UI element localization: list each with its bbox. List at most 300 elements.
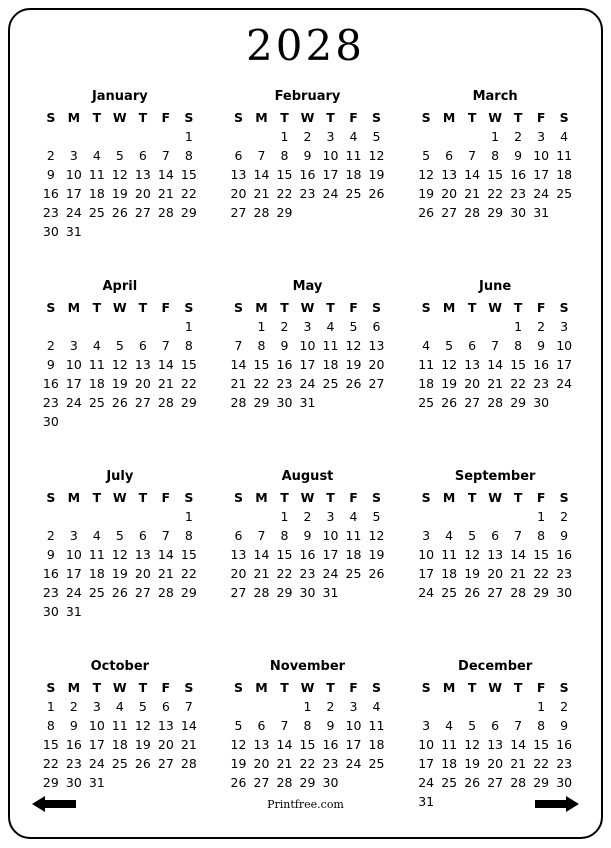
day-cell[interactable]: 9 (280, 338, 289, 353)
day-cell[interactable]: 15 (180, 167, 197, 182)
day-cell[interactable]: 3 (69, 528, 78, 543)
day-cell[interactable]: 17 (65, 566, 82, 581)
day-cell[interactable]: 1 (280, 129, 289, 144)
day-cell[interactable]: 3 (422, 718, 431, 733)
day-cell[interactable]: 28 (157, 395, 174, 410)
day-cell[interactable]: 9 (69, 718, 78, 733)
day-cell[interactable]: 10 (418, 547, 435, 562)
day-cell[interactable]: 3 (537, 129, 546, 144)
day-cell[interactable]: 14 (180, 718, 197, 733)
day-cell[interactable]: 18 (345, 547, 362, 562)
day-cell[interactable]: 20 (368, 357, 385, 372)
day-cell[interactable]: 1 (303, 699, 312, 714)
day-cell[interactable]: 26 (134, 756, 151, 771)
day-cell[interactable]: 7 (234, 338, 243, 353)
day-cell[interactable]: 22 (510, 376, 527, 391)
day-cell[interactable]: 19 (345, 357, 362, 372)
day-cell[interactable]: 22 (276, 186, 293, 201)
day-cell[interactable]: 18 (88, 566, 105, 581)
day-cell[interactable]: 7 (161, 148, 170, 163)
day-cell[interactable]: 3 (69, 338, 78, 353)
day-cell[interactable]: 13 (230, 547, 247, 562)
day-cell[interactable]: 22 (180, 186, 197, 201)
day-cell[interactable]: 18 (88, 186, 105, 201)
day-cell[interactable]: 30 (276, 395, 293, 410)
day-cell[interactable]: 23 (510, 186, 527, 201)
day-cell[interactable]: 23 (322, 756, 339, 771)
day-cell[interactable]: 23 (42, 585, 59, 600)
day-cell[interactable]: 23 (276, 376, 293, 391)
day-cell[interactable]: 17 (322, 167, 339, 182)
day-cell[interactable]: 10 (322, 148, 339, 163)
day-cell[interactable]: 8 (280, 148, 289, 163)
day-cell[interactable]: 5 (234, 718, 243, 733)
day-cell[interactable]: 14 (157, 547, 174, 562)
day-cell[interactable]: 10 (533, 148, 550, 163)
day-cell[interactable]: 13 (487, 737, 504, 752)
day-cell[interactable]: 19 (464, 756, 481, 771)
day-cell[interactable]: 3 (92, 699, 101, 714)
day-cell[interactable]: 15 (487, 167, 504, 182)
day-cell[interactable]: 11 (88, 547, 105, 562)
day-cell[interactable]: 22 (180, 566, 197, 581)
day-cell[interactable]: 17 (65, 376, 82, 391)
day-cell[interactable]: 9 (560, 528, 569, 543)
day-cell[interactable]: 11 (345, 528, 362, 543)
day-cell[interactable]: 27 (487, 775, 504, 790)
day-cell[interactable]: 21 (253, 186, 270, 201)
day-cell[interactable]: 2 (326, 699, 335, 714)
day-cell[interactable]: 25 (111, 756, 128, 771)
day-cell[interactable]: 24 (299, 376, 316, 391)
day-cell[interactable]: 27 (157, 756, 174, 771)
day-cell[interactable]: 30 (322, 775, 339, 790)
day-cell[interactable]: 21 (487, 376, 504, 391)
day-cell[interactable]: 18 (441, 756, 458, 771)
day-cell[interactable]: 17 (418, 756, 435, 771)
day-cell[interactable]: 12 (111, 547, 128, 562)
day-cell[interactable]: 16 (322, 737, 339, 752)
day-cell[interactable]: 4 (326, 319, 335, 334)
day-cell[interactable]: 15 (180, 547, 197, 562)
day-cell[interactable]: 26 (345, 376, 362, 391)
day-cell[interactable]: 27 (464, 395, 481, 410)
day-cell[interactable]: 2 (303, 129, 312, 144)
day-cell[interactable]: 24 (533, 186, 550, 201)
day-cell[interactable]: 12 (464, 737, 481, 752)
day-cell[interactable]: 30 (65, 775, 82, 790)
day-cell[interactable]: 31 (322, 585, 339, 600)
day-cell[interactable]: 25 (556, 186, 573, 201)
day-cell[interactable]: 25 (345, 186, 362, 201)
day-cell[interactable]: 5 (445, 338, 454, 353)
day-cell[interactable]: 3 (349, 699, 358, 714)
day-cell[interactable]: 27 (441, 205, 458, 220)
day-cell[interactable]: 31 (418, 794, 435, 809)
day-cell[interactable]: 2 (46, 148, 55, 163)
day-cell[interactable]: 12 (230, 737, 247, 752)
day-cell[interactable]: 8 (184, 338, 193, 353)
day-cell[interactable]: 15 (276, 167, 293, 182)
day-cell[interactable]: 13 (464, 357, 481, 372)
day-cell[interactable]: 3 (69, 148, 78, 163)
day-cell[interactable]: 16 (276, 357, 293, 372)
day-cell[interactable]: 10 (88, 718, 105, 733)
day-cell[interactable]: 10 (65, 547, 82, 562)
day-cell[interactable]: 2 (46, 338, 55, 353)
day-cell[interactable]: 16 (42, 186, 59, 201)
day-cell[interactable]: 11 (441, 737, 458, 752)
day-cell[interactable]: 22 (276, 566, 293, 581)
day-cell[interactable]: 28 (464, 205, 481, 220)
day-cell[interactable]: 7 (257, 148, 266, 163)
day-cell[interactable]: 7 (280, 718, 289, 733)
day-cell[interactable]: 15 (180, 357, 197, 372)
day-cell[interactable]: 2 (280, 319, 289, 334)
day-cell[interactable]: 1 (491, 129, 500, 144)
day-cell[interactable]: 14 (487, 357, 504, 372)
day-cell[interactable]: 13 (441, 167, 458, 182)
day-cell[interactable]: 11 (441, 547, 458, 562)
day-cell[interactable]: 19 (441, 376, 458, 391)
day-cell[interactable]: 16 (42, 376, 59, 391)
day-cell[interactable]: 7 (514, 528, 523, 543)
day-cell[interactable]: 6 (445, 148, 454, 163)
day-cell[interactable]: 16 (533, 357, 550, 372)
day-cell[interactable]: 31 (533, 205, 550, 220)
day-cell[interactable]: 7 (514, 718, 523, 733)
day-cell[interactable]: 17 (299, 357, 316, 372)
day-cell[interactable]: 4 (445, 528, 454, 543)
day-cell[interactable]: 5 (115, 338, 124, 353)
day-cell[interactable]: 12 (368, 148, 385, 163)
day-cell[interactable]: 15 (510, 357, 527, 372)
day-cell[interactable]: 4 (445, 718, 454, 733)
day-cell[interactable]: 27 (134, 395, 151, 410)
day-cell[interactable]: 4 (92, 148, 101, 163)
day-cell[interactable]: 20 (464, 376, 481, 391)
day-cell[interactable]: 18 (418, 376, 435, 391)
day-cell[interactable]: 28 (253, 205, 270, 220)
day-cell[interactable]: 20 (134, 186, 151, 201)
day-cell[interactable]: 21 (180, 737, 197, 752)
day-cell[interactable]: 24 (556, 376, 573, 391)
day-cell[interactable]: 29 (487, 205, 504, 220)
day-cell[interactable]: 27 (230, 205, 247, 220)
day-cell[interactable]: 18 (345, 167, 362, 182)
day-cell[interactable]: 7 (161, 528, 170, 543)
day-cell[interactable]: 8 (303, 718, 312, 733)
day-cell[interactable]: 5 (422, 148, 431, 163)
day-cell[interactable]: 18 (368, 737, 385, 752)
day-cell[interactable]: 29 (276, 205, 293, 220)
day-cell[interactable]: 15 (276, 547, 293, 562)
day-cell[interactable]: 2 (69, 699, 78, 714)
day-cell[interactable]: 6 (161, 699, 170, 714)
day-cell[interactable]: 2 (537, 319, 546, 334)
day-cell[interactable]: 14 (157, 167, 174, 182)
day-cell[interactable]: 3 (560, 319, 569, 334)
day-cell[interactable]: 21 (464, 186, 481, 201)
day-cell[interactable]: 18 (111, 737, 128, 752)
day-cell[interactable]: 5 (372, 509, 381, 524)
day-cell[interactable]: 5 (115, 148, 124, 163)
day-cell[interactable]: 26 (464, 775, 481, 790)
day-cell[interactable]: 16 (556, 547, 573, 562)
day-cell[interactable]: 24 (418, 775, 435, 790)
day-cell[interactable]: 14 (253, 547, 270, 562)
day-cell[interactable]: 29 (180, 205, 197, 220)
day-cell[interactable]: 30 (42, 224, 59, 239)
day-cell[interactable]: 4 (349, 509, 358, 524)
day-cell[interactable]: 27 (134, 205, 151, 220)
day-cell[interactable]: 14 (510, 737, 527, 752)
day-cell[interactable]: 12 (368, 528, 385, 543)
day-cell[interactable]: 22 (487, 186, 504, 201)
day-cell[interactable]: 15 (533, 737, 550, 752)
day-cell[interactable]: 10 (418, 737, 435, 752)
day-cell[interactable]: 13 (253, 737, 270, 752)
day-cell[interactable]: 22 (180, 376, 197, 391)
day-cell[interactable]: 29 (42, 775, 59, 790)
day-cell[interactable]: 13 (368, 338, 385, 353)
day-cell[interactable]: 12 (418, 167, 435, 182)
day-cell[interactable]: 16 (299, 167, 316, 182)
day-cell[interactable]: 16 (42, 566, 59, 581)
day-cell[interactable]: 17 (556, 357, 573, 372)
day-cell[interactable]: 2 (514, 129, 523, 144)
day-cell[interactable]: 17 (322, 547, 339, 562)
day-cell[interactable]: 21 (157, 566, 174, 581)
day-cell[interactable]: 26 (368, 186, 385, 201)
day-cell[interactable]: 21 (157, 186, 174, 201)
day-cell[interactable]: 9 (326, 718, 335, 733)
day-cell[interactable]: 31 (299, 395, 316, 410)
day-cell[interactable]: 19 (368, 167, 385, 182)
day-cell[interactable]: 4 (422, 338, 431, 353)
day-cell[interactable]: 14 (230, 357, 247, 372)
day-cell[interactable]: 1 (184, 129, 193, 144)
day-cell[interactable]: 1 (46, 699, 55, 714)
day-cell[interactable]: 3 (326, 509, 335, 524)
day-cell[interactable]: 8 (257, 338, 266, 353)
day-cell[interactable]: 26 (418, 205, 435, 220)
day-cell[interactable]: 28 (230, 395, 247, 410)
day-cell[interactable]: 14 (510, 547, 527, 562)
day-cell[interactable]: 7 (257, 528, 266, 543)
day-cell[interactable]: 23 (42, 395, 59, 410)
day-cell[interactable]: 23 (533, 376, 550, 391)
day-cell[interactable]: 19 (111, 376, 128, 391)
day-cell[interactable]: 20 (487, 566, 504, 581)
day-cell[interactable]: 24 (418, 585, 435, 600)
day-cell[interactable]: 25 (88, 205, 105, 220)
day-cell[interactable]: 3 (326, 129, 335, 144)
day-cell[interactable]: 8 (537, 528, 546, 543)
day-cell[interactable]: 20 (157, 737, 174, 752)
day-cell[interactable]: 8 (491, 148, 500, 163)
day-cell[interactable]: 25 (441, 585, 458, 600)
day-cell[interactable]: 6 (491, 528, 500, 543)
day-cell[interactable]: 2 (303, 509, 312, 524)
day-cell[interactable]: 5 (372, 129, 381, 144)
day-cell[interactable]: 16 (510, 167, 527, 182)
day-cell[interactable]: 1 (184, 319, 193, 334)
day-cell[interactable]: 19 (418, 186, 435, 201)
day-cell[interactable]: 5 (349, 319, 358, 334)
day-cell[interactable]: 10 (556, 338, 573, 353)
day-cell[interactable]: 28 (157, 585, 174, 600)
day-cell[interactable]: 21 (510, 566, 527, 581)
day-cell[interactable]: 7 (184, 699, 193, 714)
day-cell[interactable]: 8 (514, 338, 523, 353)
day-cell[interactable]: 22 (299, 756, 316, 771)
day-cell[interactable]: 4 (115, 699, 124, 714)
day-cell[interactable]: 23 (556, 566, 573, 581)
day-cell[interactable]: 24 (65, 395, 82, 410)
day-cell[interactable]: 13 (134, 167, 151, 182)
day-cell[interactable]: 6 (372, 319, 381, 334)
day-cell[interactable]: 10 (345, 718, 362, 733)
day-cell[interactable]: 28 (510, 585, 527, 600)
day-cell[interactable]: 18 (556, 167, 573, 182)
day-cell[interactable]: 4 (372, 699, 381, 714)
day-cell[interactable]: 19 (111, 186, 128, 201)
day-cell[interactable]: 22 (533, 756, 550, 771)
day-cell[interactable]: 20 (230, 566, 247, 581)
day-cell[interactable]: 30 (556, 775, 573, 790)
day-cell[interactable]: 25 (441, 775, 458, 790)
day-cell[interactable]: 19 (134, 737, 151, 752)
day-cell[interactable]: 17 (345, 737, 362, 752)
day-cell[interactable]: 1 (184, 509, 193, 524)
day-cell[interactable]: 28 (510, 775, 527, 790)
day-cell[interactable]: 1 (280, 509, 289, 524)
day-cell[interactable]: 6 (138, 528, 147, 543)
day-cell[interactable]: 9 (560, 718, 569, 733)
day-cell[interactable]: 20 (441, 186, 458, 201)
day-cell[interactable]: 22 (533, 566, 550, 581)
day-cell[interactable]: 27 (368, 376, 385, 391)
day-cell[interactable]: 1 (537, 509, 546, 524)
day-cell[interactable]: 26 (464, 585, 481, 600)
day-cell[interactable]: 9 (303, 148, 312, 163)
day-cell[interactable]: 24 (65, 205, 82, 220)
day-cell[interactable]: 25 (368, 756, 385, 771)
day-cell[interactable]: 16 (65, 737, 82, 752)
day-cell[interactable]: 30 (299, 585, 316, 600)
day-cell[interactable]: 8 (280, 528, 289, 543)
day-cell[interactable]: 8 (46, 718, 55, 733)
day-cell[interactable]: 26 (111, 395, 128, 410)
day-cell[interactable]: 8 (184, 148, 193, 163)
day-cell[interactable]: 1 (514, 319, 523, 334)
day-cell[interactable]: 6 (138, 338, 147, 353)
day-cell[interactable]: 30 (533, 395, 550, 410)
day-cell[interactable]: 11 (368, 718, 385, 733)
day-cell[interactable]: 14 (464, 167, 481, 182)
day-cell[interactable]: 10 (299, 338, 316, 353)
day-cell[interactable]: 21 (230, 376, 247, 391)
day-cell[interactable]: 24 (322, 566, 339, 581)
day-cell[interactable]: 4 (349, 129, 358, 144)
day-cell[interactable]: 23 (299, 186, 316, 201)
day-cell[interactable]: 2 (46, 528, 55, 543)
day-cell[interactable]: 4 (92, 338, 101, 353)
day-cell[interactable]: 10 (322, 528, 339, 543)
day-cell[interactable]: 20 (230, 186, 247, 201)
day-cell[interactable]: 7 (161, 338, 170, 353)
day-cell[interactable]: 26 (368, 566, 385, 581)
day-cell[interactable]: 19 (230, 756, 247, 771)
day-cell[interactable]: 5 (468, 718, 477, 733)
day-cell[interactable]: 7 (491, 338, 500, 353)
day-cell[interactable]: 20 (253, 756, 270, 771)
day-cell[interactable]: 29 (253, 395, 270, 410)
day-cell[interactable]: 1 (537, 699, 546, 714)
day-cell[interactable]: 26 (441, 395, 458, 410)
day-cell[interactable]: 12 (111, 357, 128, 372)
day-cell[interactable]: 9 (46, 357, 55, 372)
day-cell[interactable]: 12 (134, 718, 151, 733)
day-cell[interactable]: 9 (46, 167, 55, 182)
day-cell[interactable]: 23 (65, 756, 82, 771)
day-cell[interactable]: 16 (556, 737, 573, 752)
day-cell[interactable]: 9 (303, 528, 312, 543)
day-cell[interactable]: 13 (230, 167, 247, 182)
day-cell[interactable]: 29 (533, 775, 550, 790)
next-year-arrow-icon[interactable] (535, 795, 579, 813)
day-cell[interactable]: 20 (487, 756, 504, 771)
day-cell[interactable]: 22 (42, 756, 59, 771)
day-cell[interactable]: 28 (157, 205, 174, 220)
day-cell[interactable]: 27 (134, 585, 151, 600)
day-cell[interactable]: 11 (111, 718, 128, 733)
day-cell[interactable]: 21 (276, 756, 293, 771)
day-cell[interactable]: 18 (88, 376, 105, 391)
day-cell[interactable]: 3 (303, 319, 312, 334)
day-cell[interactable]: 25 (88, 585, 105, 600)
day-cell[interactable]: 17 (418, 566, 435, 581)
day-cell[interactable]: 15 (42, 737, 59, 752)
day-cell[interactable]: 27 (253, 775, 270, 790)
day-cell[interactable]: 9 (514, 148, 523, 163)
day-cell[interactable]: 13 (157, 718, 174, 733)
day-cell[interactable]: 29 (533, 585, 550, 600)
day-cell[interactable]: 8 (537, 718, 546, 733)
day-cell[interactable]: 29 (276, 585, 293, 600)
day-cell[interactable]: 31 (65, 604, 82, 619)
day-cell[interactable]: 11 (322, 338, 339, 353)
previous-year-arrow-icon[interactable] (32, 795, 76, 813)
day-cell[interactable]: 11 (556, 148, 573, 163)
day-cell[interactable]: 12 (345, 338, 362, 353)
day-cell[interactable]: 6 (234, 148, 243, 163)
day-cell[interactable]: 28 (276, 775, 293, 790)
day-cell[interactable]: 29 (180, 585, 197, 600)
day-cell[interactable]: 9 (46, 547, 55, 562)
day-cell[interactable]: 6 (138, 148, 147, 163)
day-cell[interactable]: 14 (253, 167, 270, 182)
day-cell[interactable]: 24 (345, 756, 362, 771)
day-cell[interactable]: 19 (464, 566, 481, 581)
day-cell[interactable]: 5 (115, 528, 124, 543)
day-cell[interactable]: 10 (65, 167, 82, 182)
day-cell[interactable]: 29 (180, 395, 197, 410)
day-cell[interactable]: 25 (418, 395, 435, 410)
day-cell[interactable]: 24 (65, 585, 82, 600)
day-cell[interactable]: 2 (560, 509, 569, 524)
